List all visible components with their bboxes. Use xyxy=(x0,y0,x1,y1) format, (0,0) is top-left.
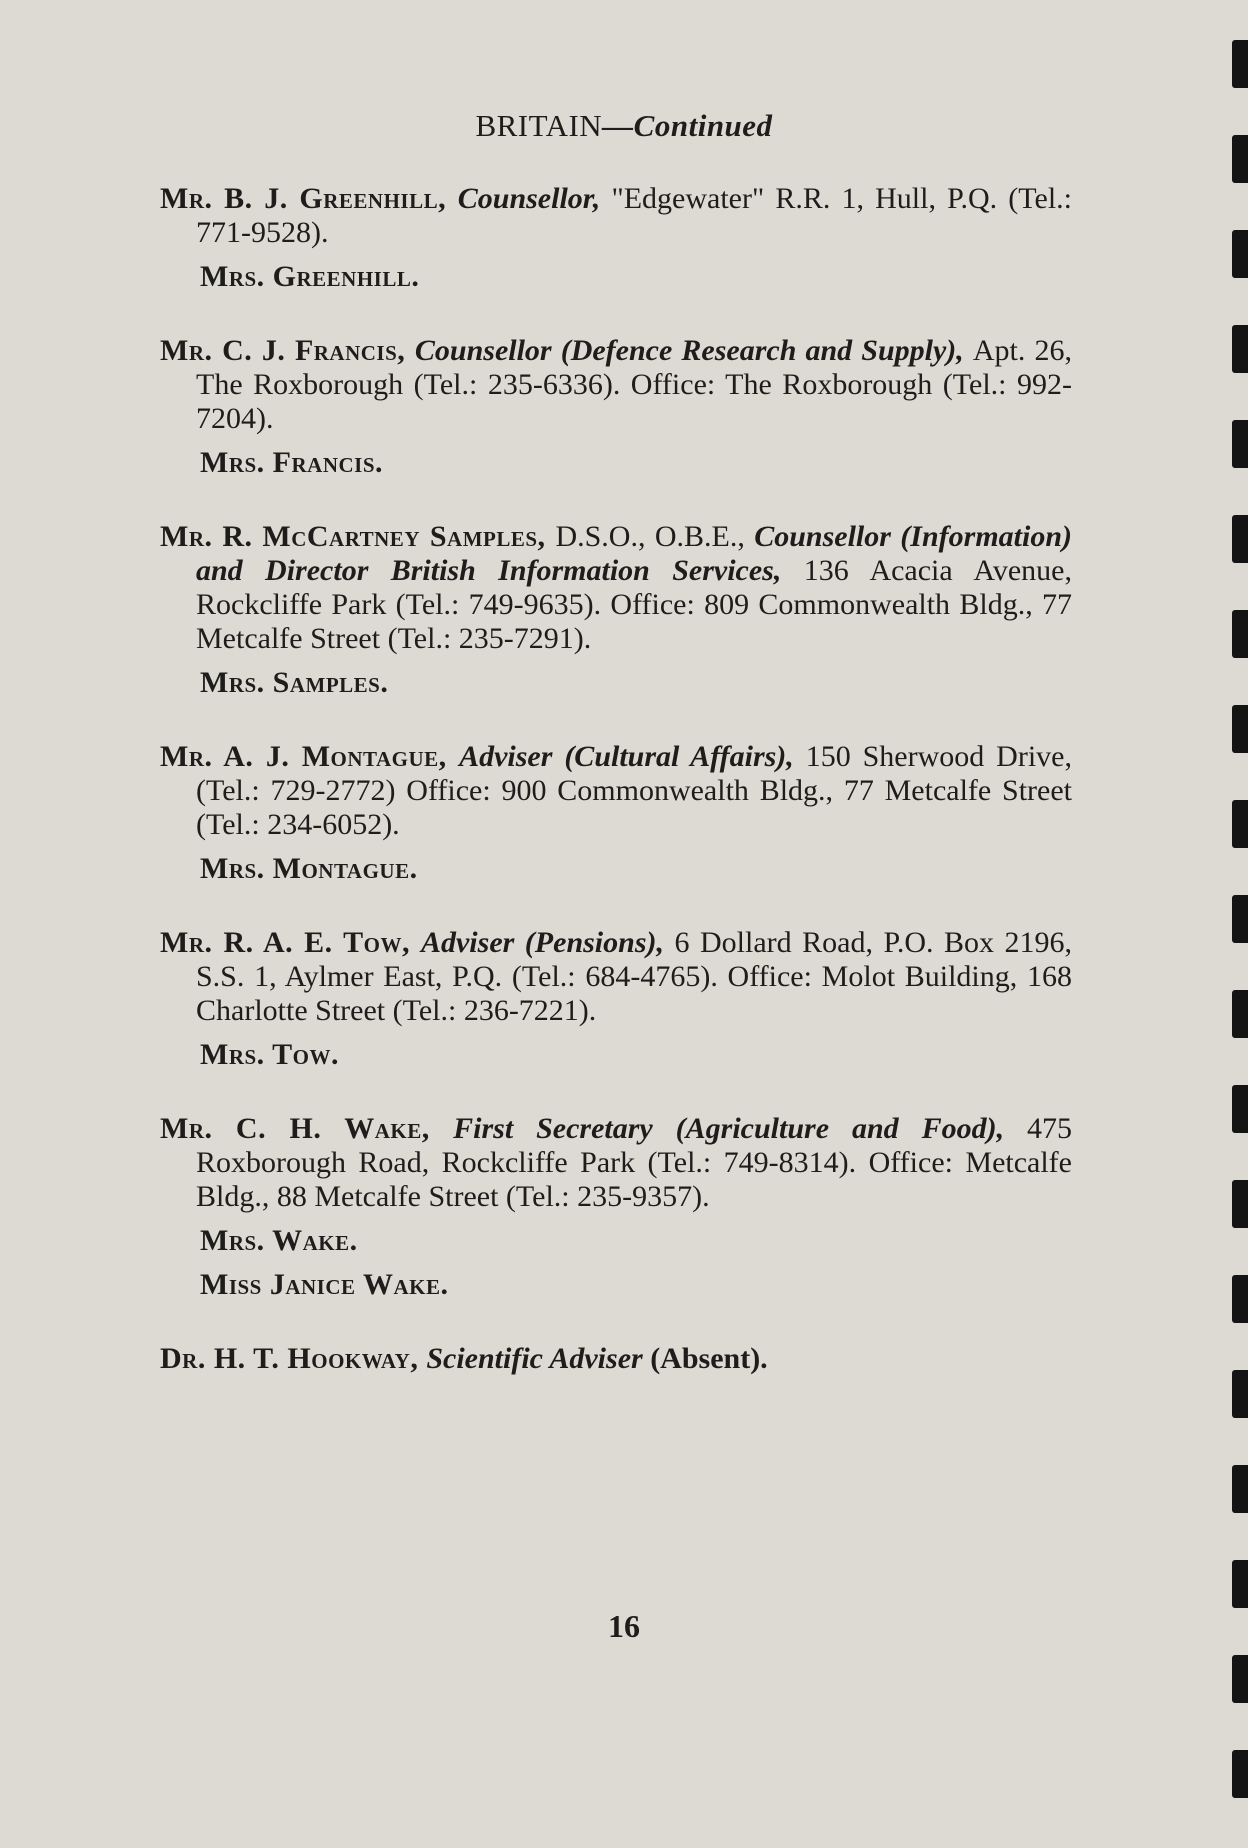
entry-spouse: Mrs. Greenhill. xyxy=(200,260,420,293)
entries-list xyxy=(160,182,1072,1416)
entry-spouse: Mrs. Wake. xyxy=(200,1224,358,1257)
entry-title: Counsellor (Defence Research and Supply), xyxy=(414,334,973,367)
entry-honours: D.S.O., O.B.E., xyxy=(555,520,755,553)
entry-title: Counsellor (Information) and Director British Information Services, xyxy=(196,520,1073,587)
entry-name: Mr. B. J. Greenhill, xyxy=(160,182,458,215)
entry-spouse: Mrs. Tow. xyxy=(200,1038,339,1071)
entry-title: Counsellor, xyxy=(457,182,612,215)
list-item xyxy=(160,926,1072,1072)
spiral-binding xyxy=(1228,0,1248,1848)
entry-details: (Absent). xyxy=(650,1342,768,1375)
entry-details: 475 Roxborough Road, Rockcliffe Park (Tel.: 749-8314). Office: Metcalfe Bldg., 88 Metcalfe Street (Tel.: 235-9357). xyxy=(196,1112,1072,1213)
entry-details: 150 Sherwood Drive, (Tel.: 729-2772) Office: 900 Commonwealth Bldg., 77 Metcalfe Street (Tel.: 234-6052). xyxy=(196,740,1072,841)
entry-spouse: Mrs. Montague. xyxy=(200,852,418,885)
entry-details: Apt. 26, The Roxborough (Tel.: 235-6336). Office: The Roxborough (Tel.: 992-7204). xyxy=(196,334,1072,435)
entry-title: Adviser (Cultural Affairs), xyxy=(459,740,806,773)
entry-details: 6 Dollard Road, P.O. Box 2196, S.S. 1, Aylmer East, P.Q. (Tel.: 684-4765). Office: Molot Building, 168 Charlotte Street (Tel.: 236-7221). xyxy=(196,926,1073,1027)
entry-name: Mr. R. McCartney Samples, xyxy=(160,520,556,553)
entry-main xyxy=(160,740,1072,842)
entry-name: Dr. H. T. Hookway, xyxy=(160,1342,427,1375)
list-item xyxy=(160,1112,1072,1302)
entry-name: Mr. C. H. Wake, xyxy=(160,1112,454,1145)
list-item xyxy=(160,740,1072,886)
entry-main xyxy=(160,182,1072,250)
page-number: 16 xyxy=(608,1608,640,1644)
entry-main xyxy=(160,1342,1072,1376)
entry-title: Scientific Adviser xyxy=(426,1342,651,1375)
entry-main xyxy=(160,520,1072,656)
entry-spouse: Mrs. Francis. xyxy=(200,446,383,479)
header-continued: —Continued xyxy=(602,108,773,143)
entry-spouse: Miss Janice Wake. xyxy=(200,1268,449,1301)
entry-details: 136 Acacia Avenue, Rockcliffe Park (Tel.: 749-9635). Office: 809 Commonwealth Bldg., 77 Metcalfe Street (Tel.: 235-7291). xyxy=(196,554,1072,655)
page-header xyxy=(0,108,1248,144)
list-item xyxy=(160,182,1072,294)
entry-main xyxy=(160,334,1072,436)
entry-main xyxy=(160,926,1072,1028)
header-country: BRITAIN xyxy=(475,108,603,143)
entry-main xyxy=(160,1112,1072,1214)
entry-name: Mr. R. A. E. Tow, xyxy=(160,926,421,959)
list-item xyxy=(160,520,1072,700)
entry-name: Mr. C. J. Francis, xyxy=(160,334,415,367)
list-item xyxy=(160,1342,1072,1376)
entry-spouse: Mrs. Samples. xyxy=(200,666,389,699)
entry-title: First Secretary (Agriculture and Food), xyxy=(453,1112,1027,1145)
entry-details: "Edgewater" R.R. 1, Hull, P.Q. (Tel.: 771-9528). xyxy=(196,182,1072,249)
list-item xyxy=(160,334,1072,480)
entry-name: Mr. A. J. Montague, xyxy=(160,740,460,773)
entry-title: Adviser (Pensions), xyxy=(420,926,675,959)
